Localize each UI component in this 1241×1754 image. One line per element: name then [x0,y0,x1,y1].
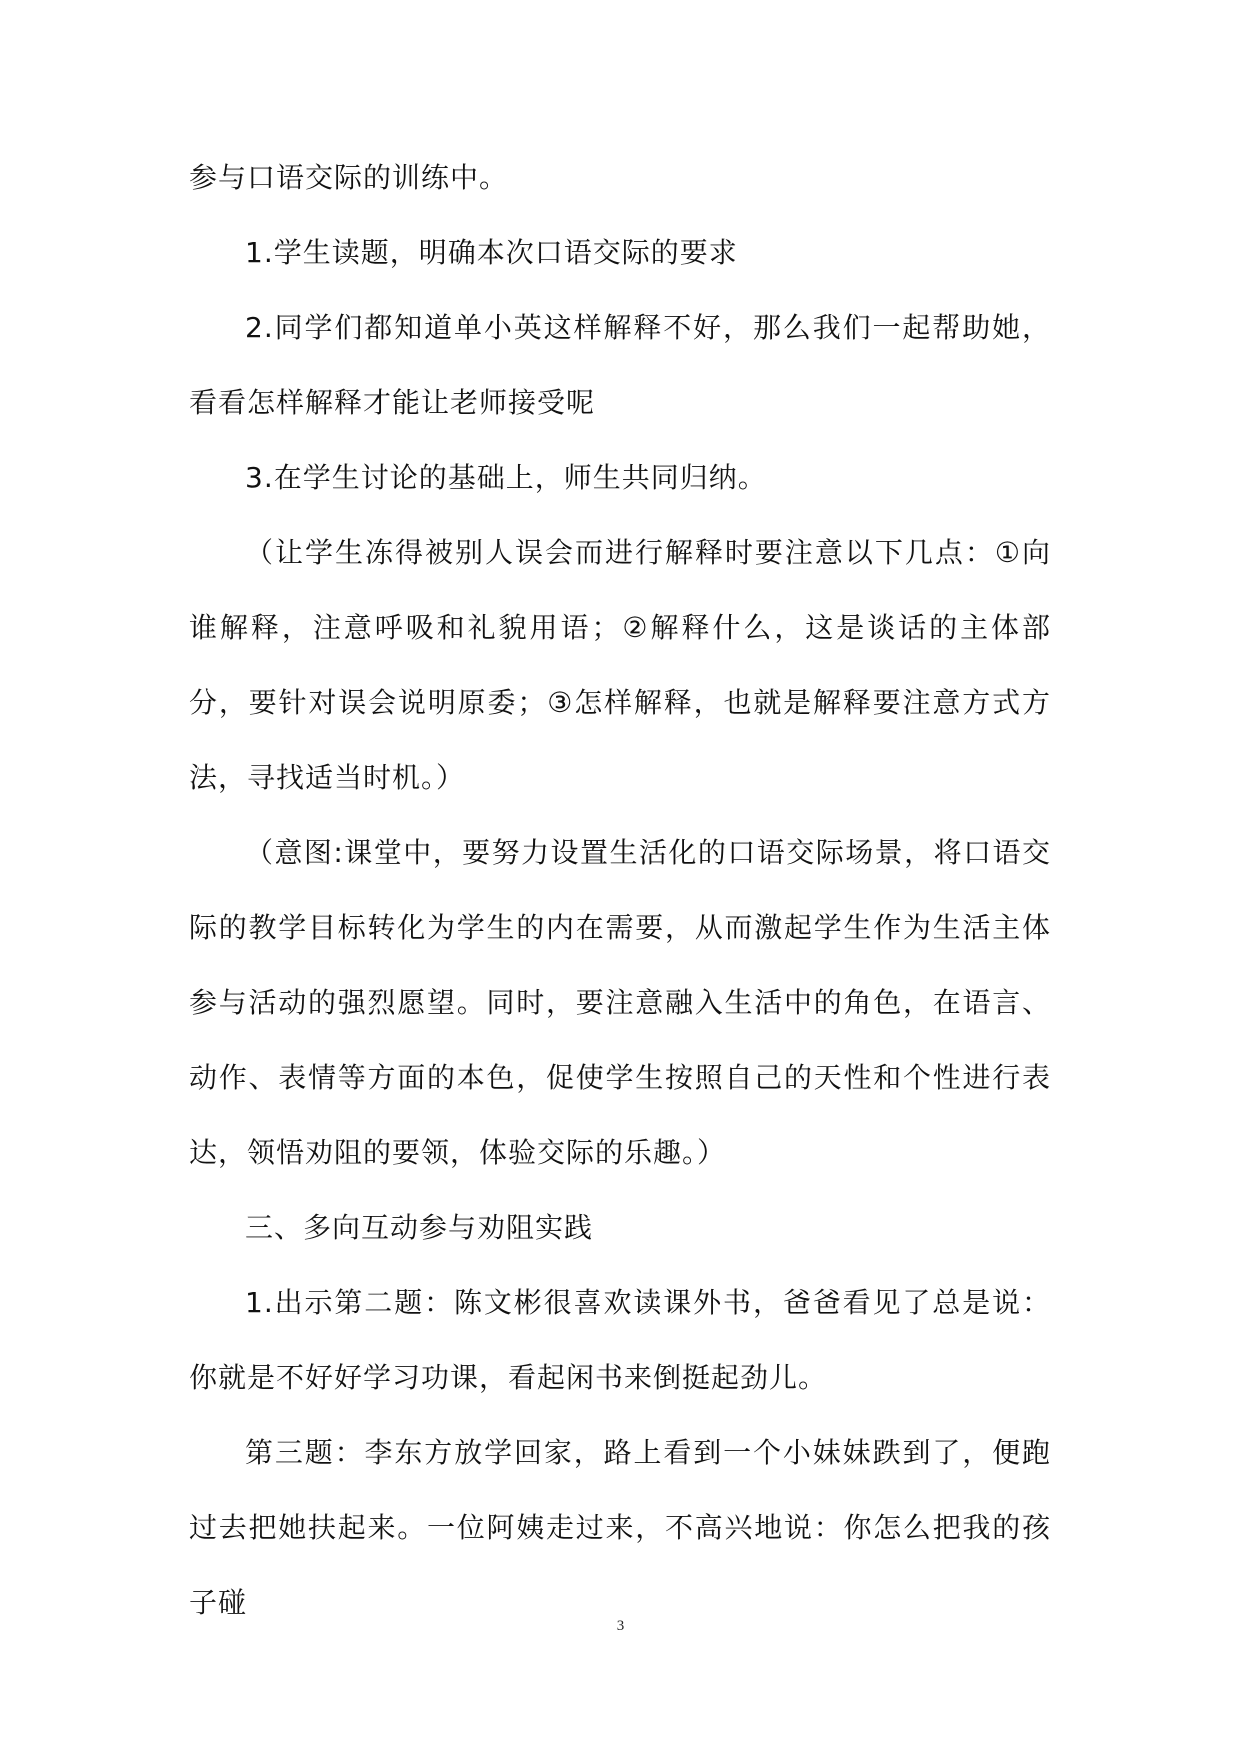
paragraph: 2.同学们都知道单小英这样解释不好，那么我们一起帮助她，看看怎样解释才能让老师接受呢 [189,311,1051,419]
paragraph: 3.在学生讨论的基础上，师生共同归纳。 [245,461,767,494]
document-body [189,140,1051,1640]
paragraph: （让学生冻得被别人误会而进行解释时要注意以下几点：①向谁解释，注意呼吸和礼貌用语；②解释什么，这是谈话的主体部分，要针对误会说明原委；③怎样解释，也就是解释要注意方式方法，寻找适当时机。） [189,536,1051,794]
page-number: 3 [616,1618,625,1634]
paragraph: 参与口语交际的训练中。 [189,161,509,194]
paragraph: 1.出示第二题：陈文彬很喜欢读课外书，爸爸看见了总是说：你就是不好好学习功课，看起闲书来倒挺起劲儿。 [189,1286,1051,1394]
section-heading: 三、多向互动参与劝阻实践 [245,1211,594,1244]
paragraph: 第三题：李东方放学回家，路上看到一个小妹妹跌到了，便跑过去把她扶起来。一位阿姨走过来，不高兴地说：你怎么把我的孩子碰 [189,1436,1051,1619]
paragraph: （意图:课堂中，要努力设置生活化的口语交际场景，将口语交际的教学目标转化为学生的内在需要，从而激起学生作为生活主体参与活动的强烈愿望。同时，要注意融入生活中的角色，在语言、动作、表情等方面的本色，促使学生按照自己的天性和个性进行表达，领悟劝阻的要领，体验交际的乐趣。） [189,836,1051,1169]
paragraph: 1.学生读题，明确本次口语交际的要求 [245,236,738,269]
